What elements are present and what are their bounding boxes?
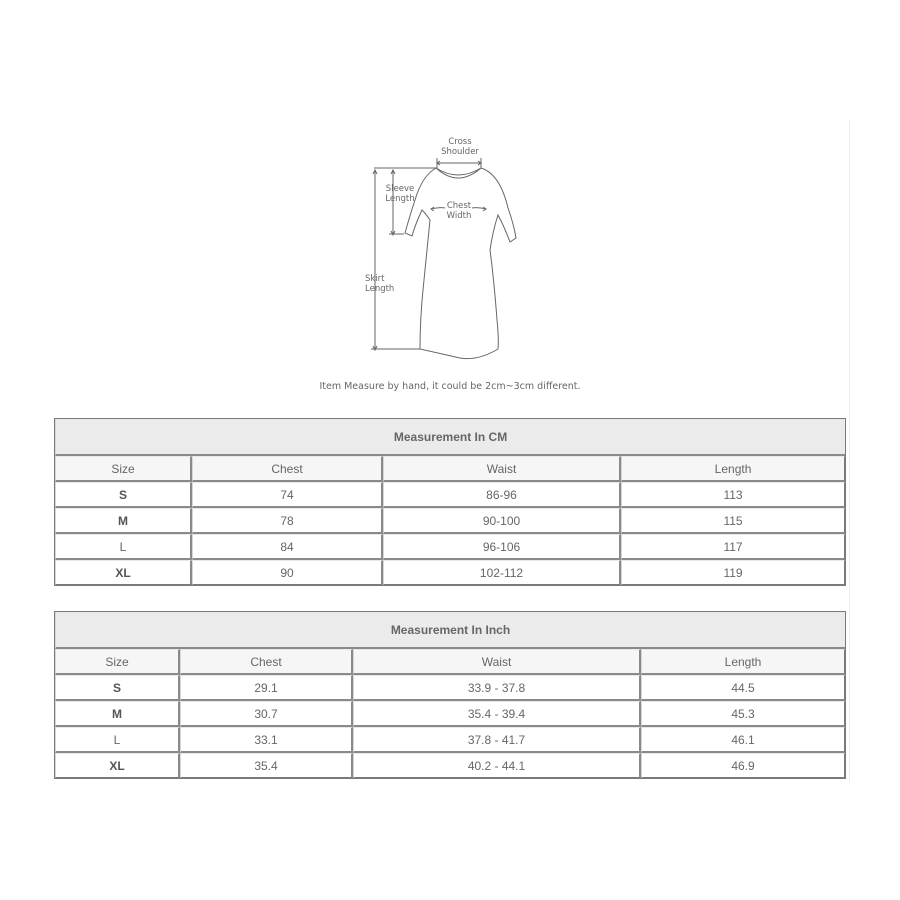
skirt-length-label-line1: Skirt	[365, 274, 385, 284]
chest-width-label-line1: Chest	[446, 201, 472, 211]
size-cell: L	[55, 727, 180, 753]
waist-cell: 102-112	[383, 560, 621, 585]
waist-cell: 96-106	[383, 534, 621, 560]
length-cell: 44.5	[641, 675, 845, 701]
table-header-row	[55, 649, 845, 675]
size-cell: S	[55, 482, 192, 508]
column-header-waist: Waist	[353, 649, 641, 675]
size-table-cm	[54, 418, 846, 586]
table-row	[55, 753, 845, 778]
size-table-inch	[54, 611, 846, 779]
skirt-length-label	[365, 274, 401, 294]
chest-width-label	[444, 201, 474, 221]
length-cell: 45.3	[641, 701, 845, 727]
cross-shoulder-label	[438, 137, 482, 157]
chest-cell: 78	[192, 508, 383, 534]
sleeve-length-label-line2: Length	[385, 194, 415, 204]
sleeve-length-label	[382, 184, 418, 204]
chest-cell: 30.7	[180, 701, 353, 727]
table-row	[55, 727, 845, 753]
chest-cell: 90	[192, 560, 383, 585]
size-cell: S	[55, 675, 180, 701]
size-cell: XL	[55, 560, 192, 585]
cross-shoulder-label-line2: Shoulder	[441, 147, 479, 157]
chest-width-label-line2: Width	[446, 211, 472, 221]
chest-cell: 35.4	[180, 753, 353, 778]
waist-cell: 40.2 - 44.1	[353, 753, 641, 778]
size-cell: XL	[55, 753, 180, 778]
waist-cell: 37.8 - 41.7	[353, 727, 641, 753]
column-header-chest: Chest	[180, 649, 353, 675]
skirt-length-label-line2: Length	[365, 284, 395, 294]
column-header-size: Size	[55, 649, 180, 675]
waist-cell: 86-96	[383, 482, 621, 508]
column-header-length: Length	[621, 456, 845, 482]
dress-outline-icon	[360, 130, 530, 360]
chest-cell: 29.1	[180, 675, 353, 701]
length-cell: 119	[621, 560, 845, 585]
table-row	[55, 482, 845, 508]
size-cell: M	[55, 508, 192, 534]
page-divider-line	[849, 120, 850, 782]
chest-cell: 84	[192, 534, 383, 560]
waist-cell: 90-100	[383, 508, 621, 534]
sleeve-length-label-line1: Sleeve	[385, 184, 415, 194]
column-header-waist: Waist	[383, 456, 621, 482]
table-row	[55, 560, 845, 585]
chest-cell: 33.1	[180, 727, 353, 753]
waist-cell: 33.9 - 37.8	[353, 675, 641, 701]
table-title-row	[55, 419, 845, 456]
dress-measurement-diagram	[360, 130, 530, 360]
column-header-chest: Chest	[192, 456, 383, 482]
length-cell: 113	[621, 482, 845, 508]
table-title: Measurement In Inch	[55, 612, 845, 649]
table-row	[55, 701, 845, 727]
size-cell: M	[55, 701, 180, 727]
chest-cell: 74	[192, 482, 383, 508]
table-row	[55, 675, 845, 701]
waist-cell: 35.4 - 39.4	[353, 701, 641, 727]
table-row	[55, 534, 845, 560]
length-cell: 46.1	[641, 727, 845, 753]
table-header-row	[55, 456, 845, 482]
table-title: Measurement In CM	[55, 419, 845, 456]
length-cell: 46.9	[641, 753, 845, 778]
table-title-row	[55, 612, 845, 649]
measurement-note: Item Measure by hand, it could be 2cm~3cm different.	[319, 381, 581, 392]
table-row	[55, 508, 845, 534]
length-cell: 115	[621, 508, 845, 534]
size-cell: L	[55, 534, 192, 560]
column-header-size: Size	[55, 456, 192, 482]
length-cell: 117	[621, 534, 845, 560]
cross-shoulder-label-line1: Cross	[448, 137, 472, 147]
column-header-length: Length	[641, 649, 845, 675]
